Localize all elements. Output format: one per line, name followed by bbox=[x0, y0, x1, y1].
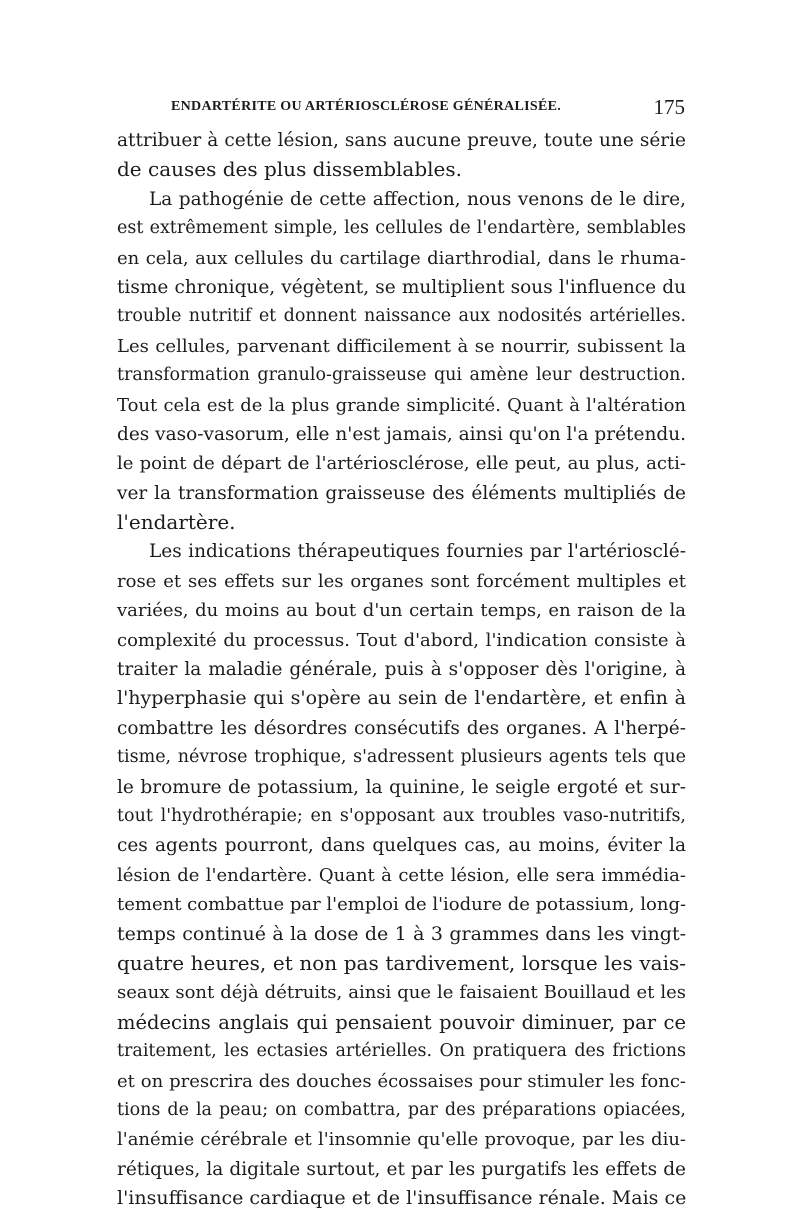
page-number: 175 bbox=[653, 95, 685, 119]
text-line: trouble nutritif et donnent naissance aux nodosités artérielles. bbox=[117, 306, 686, 327]
text-line: Les indications thérapeutiques fournies par l'artériosclé- bbox=[149, 541, 686, 563]
text-line: l'endartère. bbox=[117, 510, 236, 535]
text-line: tions de la peau; on combattra, par des préparations opiacées, bbox=[117, 1099, 686, 1120]
text-line: traitement, les ectasies artérielles. On pratiquera des frictions bbox=[117, 1041, 686, 1062]
running-title: ENDARTÉRITE OU ARTÉRIOSCLÉROSE GÉNÉRALISÉE. bbox=[171, 99, 562, 114]
text-line: attribuer à cette lésion, sans aucune preuve, toute une série bbox=[117, 130, 686, 151]
text-line: le point de départ de l'artériosclérose, elle peut, au plus, acti- bbox=[117, 453, 686, 475]
text-line: variées, du moins au bout d'un certain temps, en raison de la bbox=[117, 600, 686, 622]
text-line: quatre heures, et non pas tardivement, lorsque les vais- bbox=[117, 950, 686, 975]
text-line: de causes des plus dissemblables. bbox=[117, 157, 462, 182]
text-line: rétiques, la digitale surtout, et par les purgatifs les effets de bbox=[117, 1158, 686, 1180]
text-line: le bromure de potassium, la quinine, le seigle ergoté et sur- bbox=[117, 776, 686, 798]
text-line: combattre les désordres consécutifs des organes. A l'herpé- bbox=[117, 717, 686, 739]
text-line: est extrêmement simple, les cellules de l'endartère, semblables bbox=[117, 218, 686, 239]
text-line: l'anémie cérébrale et l'insomnie qu'elle provoque, par les diu- bbox=[117, 1129, 686, 1151]
text-line: ver la transformation graisseuse des éléments multipliés de bbox=[117, 482, 686, 504]
text-line: temps continué à la dose de 1 à 3 grammes dans les vingt- bbox=[117, 922, 686, 945]
text-line: Les cellules, parvenant difficilement à se nourrir, subissent la bbox=[117, 335, 686, 357]
text-line: transformation granulo-graisseuse qui amène leur destruction. bbox=[117, 365, 686, 386]
text-line: tout l'hydrothérapie; en s'opposant aux troubles vaso-nutritifs, bbox=[117, 805, 686, 826]
text-line: tisme chronique, végètent, se multiplient sous l'influence du bbox=[117, 276, 686, 298]
text-line: médecins anglais qui pensaient pouvoir diminuer, par ce bbox=[117, 1010, 686, 1034]
text-line: ces agents pourront, dans quelques cas, au moins, éviter la bbox=[117, 835, 686, 857]
text-line: Tout cela est de la plus grande simplicité. Quant à l'altération bbox=[117, 394, 686, 416]
text-line: l'insuffisance cardiaque et de l'insuffisance rénale. Mais ce bbox=[117, 1187, 687, 1210]
text-line: et on prescrira des douches écossaises pour stimuler les fonc- bbox=[117, 1070, 686, 1092]
text-line: rose et ses effets sur les organes sont forcément multiples et bbox=[117, 570, 686, 592]
text-line: La pathogénie de cette affection, nous venons de le dire, bbox=[149, 188, 686, 210]
text-line: traiter la maladie générale, puis à s'opposer dès l'origine, à bbox=[117, 659, 686, 681]
text-line: tisme, névrose trophique, s'adressent plusieurs agents tels que bbox=[117, 747, 686, 768]
running-head bbox=[113, 95, 685, 121]
text-line: en cela, aux cellules du cartilage diarthrodial, dans le rhuma- bbox=[117, 247, 686, 269]
text-line: seaux sont déjà détruits, ainsi que le faisaient Bouillaud et les bbox=[117, 982, 686, 1004]
text-line: tement combattue par l'emploi de l'iodure de potassium, long- bbox=[117, 894, 687, 916]
text-line: lésion de l'endartère. Quant à cette lésion, elle sera immédia- bbox=[117, 864, 686, 886]
text-line: des vaso-vasorum, elle n'est jamais, ainsi qu'on l'a prétendu. bbox=[117, 423, 686, 445]
body-text bbox=[117, 126, 686, 1213]
text-line: complexité du processus. Tout d'abord, l'indication consiste à bbox=[117, 629, 686, 651]
text-line: l'hyperphasie qui s'opère au sein de l'endartère, et enfin à bbox=[117, 687, 686, 710]
